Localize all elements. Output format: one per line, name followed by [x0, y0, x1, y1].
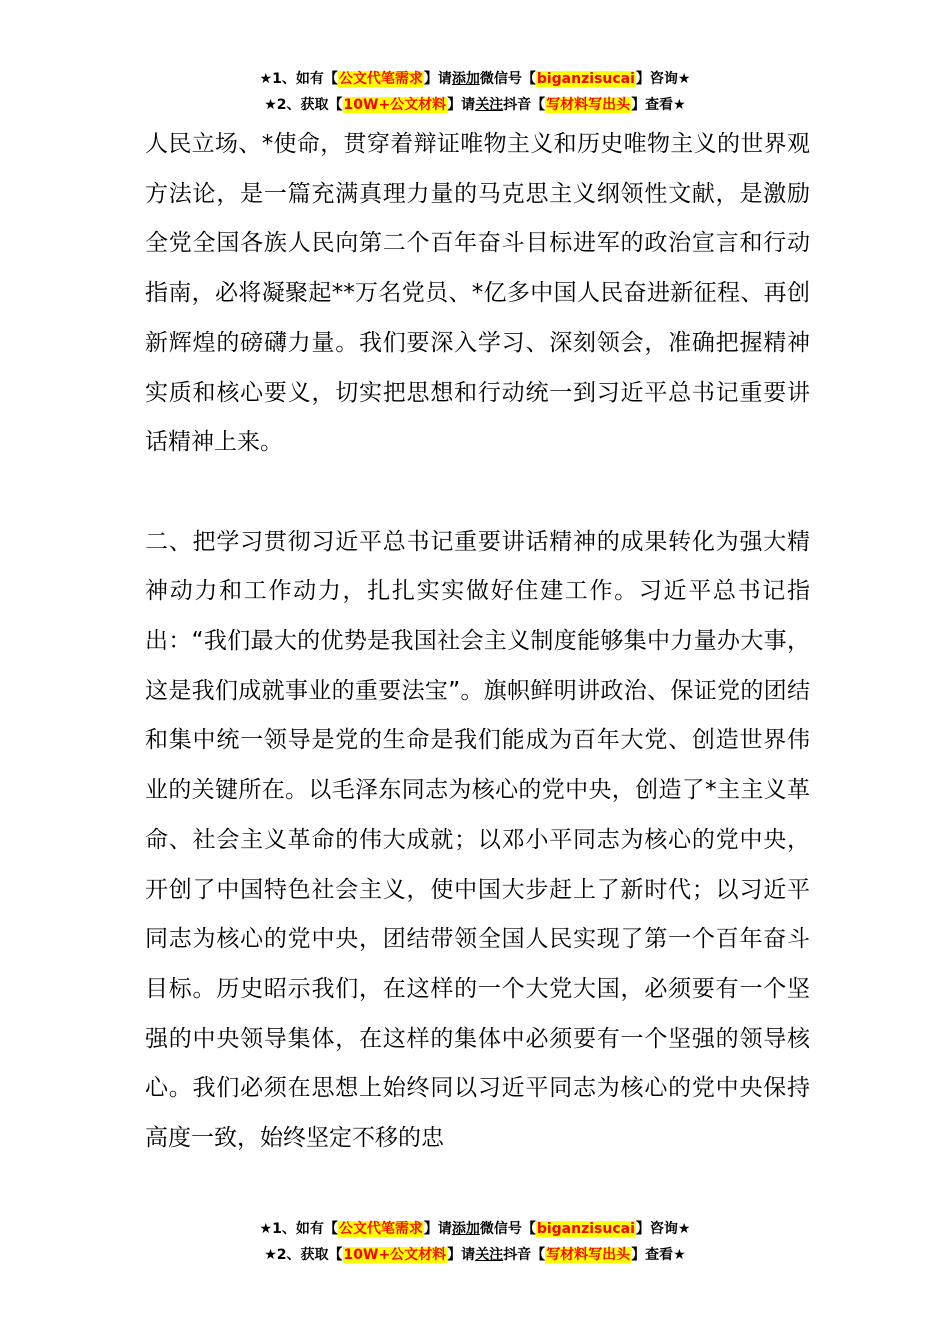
footer-line2-middle1: 】请 [447, 1247, 476, 1263]
body-paragraph-2: 二、把学习贯彻习近平总书记重要讲话精神的成果转化为强大精神动力和工作动力，扎扎实实做好住建工作。习近平总书记指出：“我们最大的优势是我国社会主义制度能够集中力量办大事，这是我们成就事业的重要法宝”。旗帜鲜明讲政治、保证党的团结和集中统一领导是党的生命是我们能成为百年大党、创造世界伟业的关键所在。以毛泽东同志为核心的党中央，创造了*主主义革命、社会主义革命的伟大成就；以邓小平同志为核心的党中央，开创了中国特色社会主义，使中国大步赶上了新时代；以习近平同志为核心的党中央，团结带领全国人民实现了第一个百年奋斗目标。历史昭示我们，在这样的一个大党大国，必须要有一个坚强的中央领导集体，在这样的集体中必须要有一个坚强的领导核心。我们必须在思想上始终同以习近平同志为核心的党中央保持高度一致，始终坚定不移的忠 [145, 528, 810, 1152]
footer-line2-suffix: 】查看★ [631, 1247, 686, 1263]
header-line1-highlight-wechat: biganzisucai [536, 71, 635, 87]
header-line1-middle1: 】请 [423, 71, 452, 87]
header-line2-middle1: 】请 [447, 97, 476, 113]
header-line2-middle2: 抖音【 [503, 97, 546, 113]
footer-line1-highlight-service: 公文代笔需求 [338, 1221, 423, 1237]
footer-line1-middle1: 】请 [423, 1221, 452, 1237]
header-banner [0, 66, 950, 118]
footer-line1-suffix: 】咨询★ [635, 1221, 691, 1237]
header-line1-highlight-service: 公文代笔需求 [338, 71, 423, 87]
footer-line2-middle2: 抖音【 [503, 1247, 546, 1263]
header-banner-line-1 [0, 66, 950, 92]
footer-line2-highlight-douyin: 写材料写出头 [546, 1247, 631, 1263]
footer-banner-line-2 [0, 1242, 950, 1268]
footer-line1-middle2: 微信号【 [479, 1221, 536, 1237]
paragraph-spacer [145, 468, 810, 518]
document-body [145, 120, 810, 1164]
header-line2-highlight-materials: 10W+公文材料 [343, 97, 447, 113]
header-line2-prefix: ★2、获取【 [264, 97, 343, 113]
header-line1-prefix: ★1、如有【 [259, 71, 338, 87]
footer-banner [0, 1216, 950, 1268]
footer-banner-line-1 [0, 1216, 950, 1242]
header-line1-middle2: 微信号【 [479, 71, 536, 87]
footer-line1-highlight-wechat: biganzisucai [536, 1221, 635, 1237]
footer-line1-prefix: ★1、如有【 [259, 1221, 338, 1237]
footer-line2-emphasis: 关注 [475, 1247, 504, 1263]
header-line2-highlight-douyin: 写材料写出头 [546, 97, 631, 113]
header-line2-emphasis: 关注 [475, 97, 504, 113]
footer-line2-prefix: ★2、获取【 [264, 1247, 343, 1263]
footer-line2-highlight-materials: 10W+公文材料 [343, 1247, 447, 1263]
header-line1-emphasis: 添加 [451, 71, 480, 87]
body-paragraph-1: 人民立场、*使命，贯穿着辩证唯物主义和历史唯物主义的世界观方法论，是一篇充满真理力量的马克思主义纲领性文献，是激励全党全国各族人民向第二个百年奋斗目标进军的政治宣言和行动指南，必将凝聚起**万名党员、*亿多中国人民奋进新征程、再创新辉煌的磅礴力量。我们要深入学习、深刻领会，准确把握精神实质和核心要义，切实把思想和行动统一到习近平总书记重要讲话精神上来。 [145, 131, 810, 456]
header-banner-line-2 [0, 92, 950, 118]
footer-line1-emphasis: 添加 [451, 1221, 480, 1237]
header-line2-suffix: 】查看★ [631, 97, 686, 113]
header-line1-suffix: 】咨询★ [635, 71, 691, 87]
